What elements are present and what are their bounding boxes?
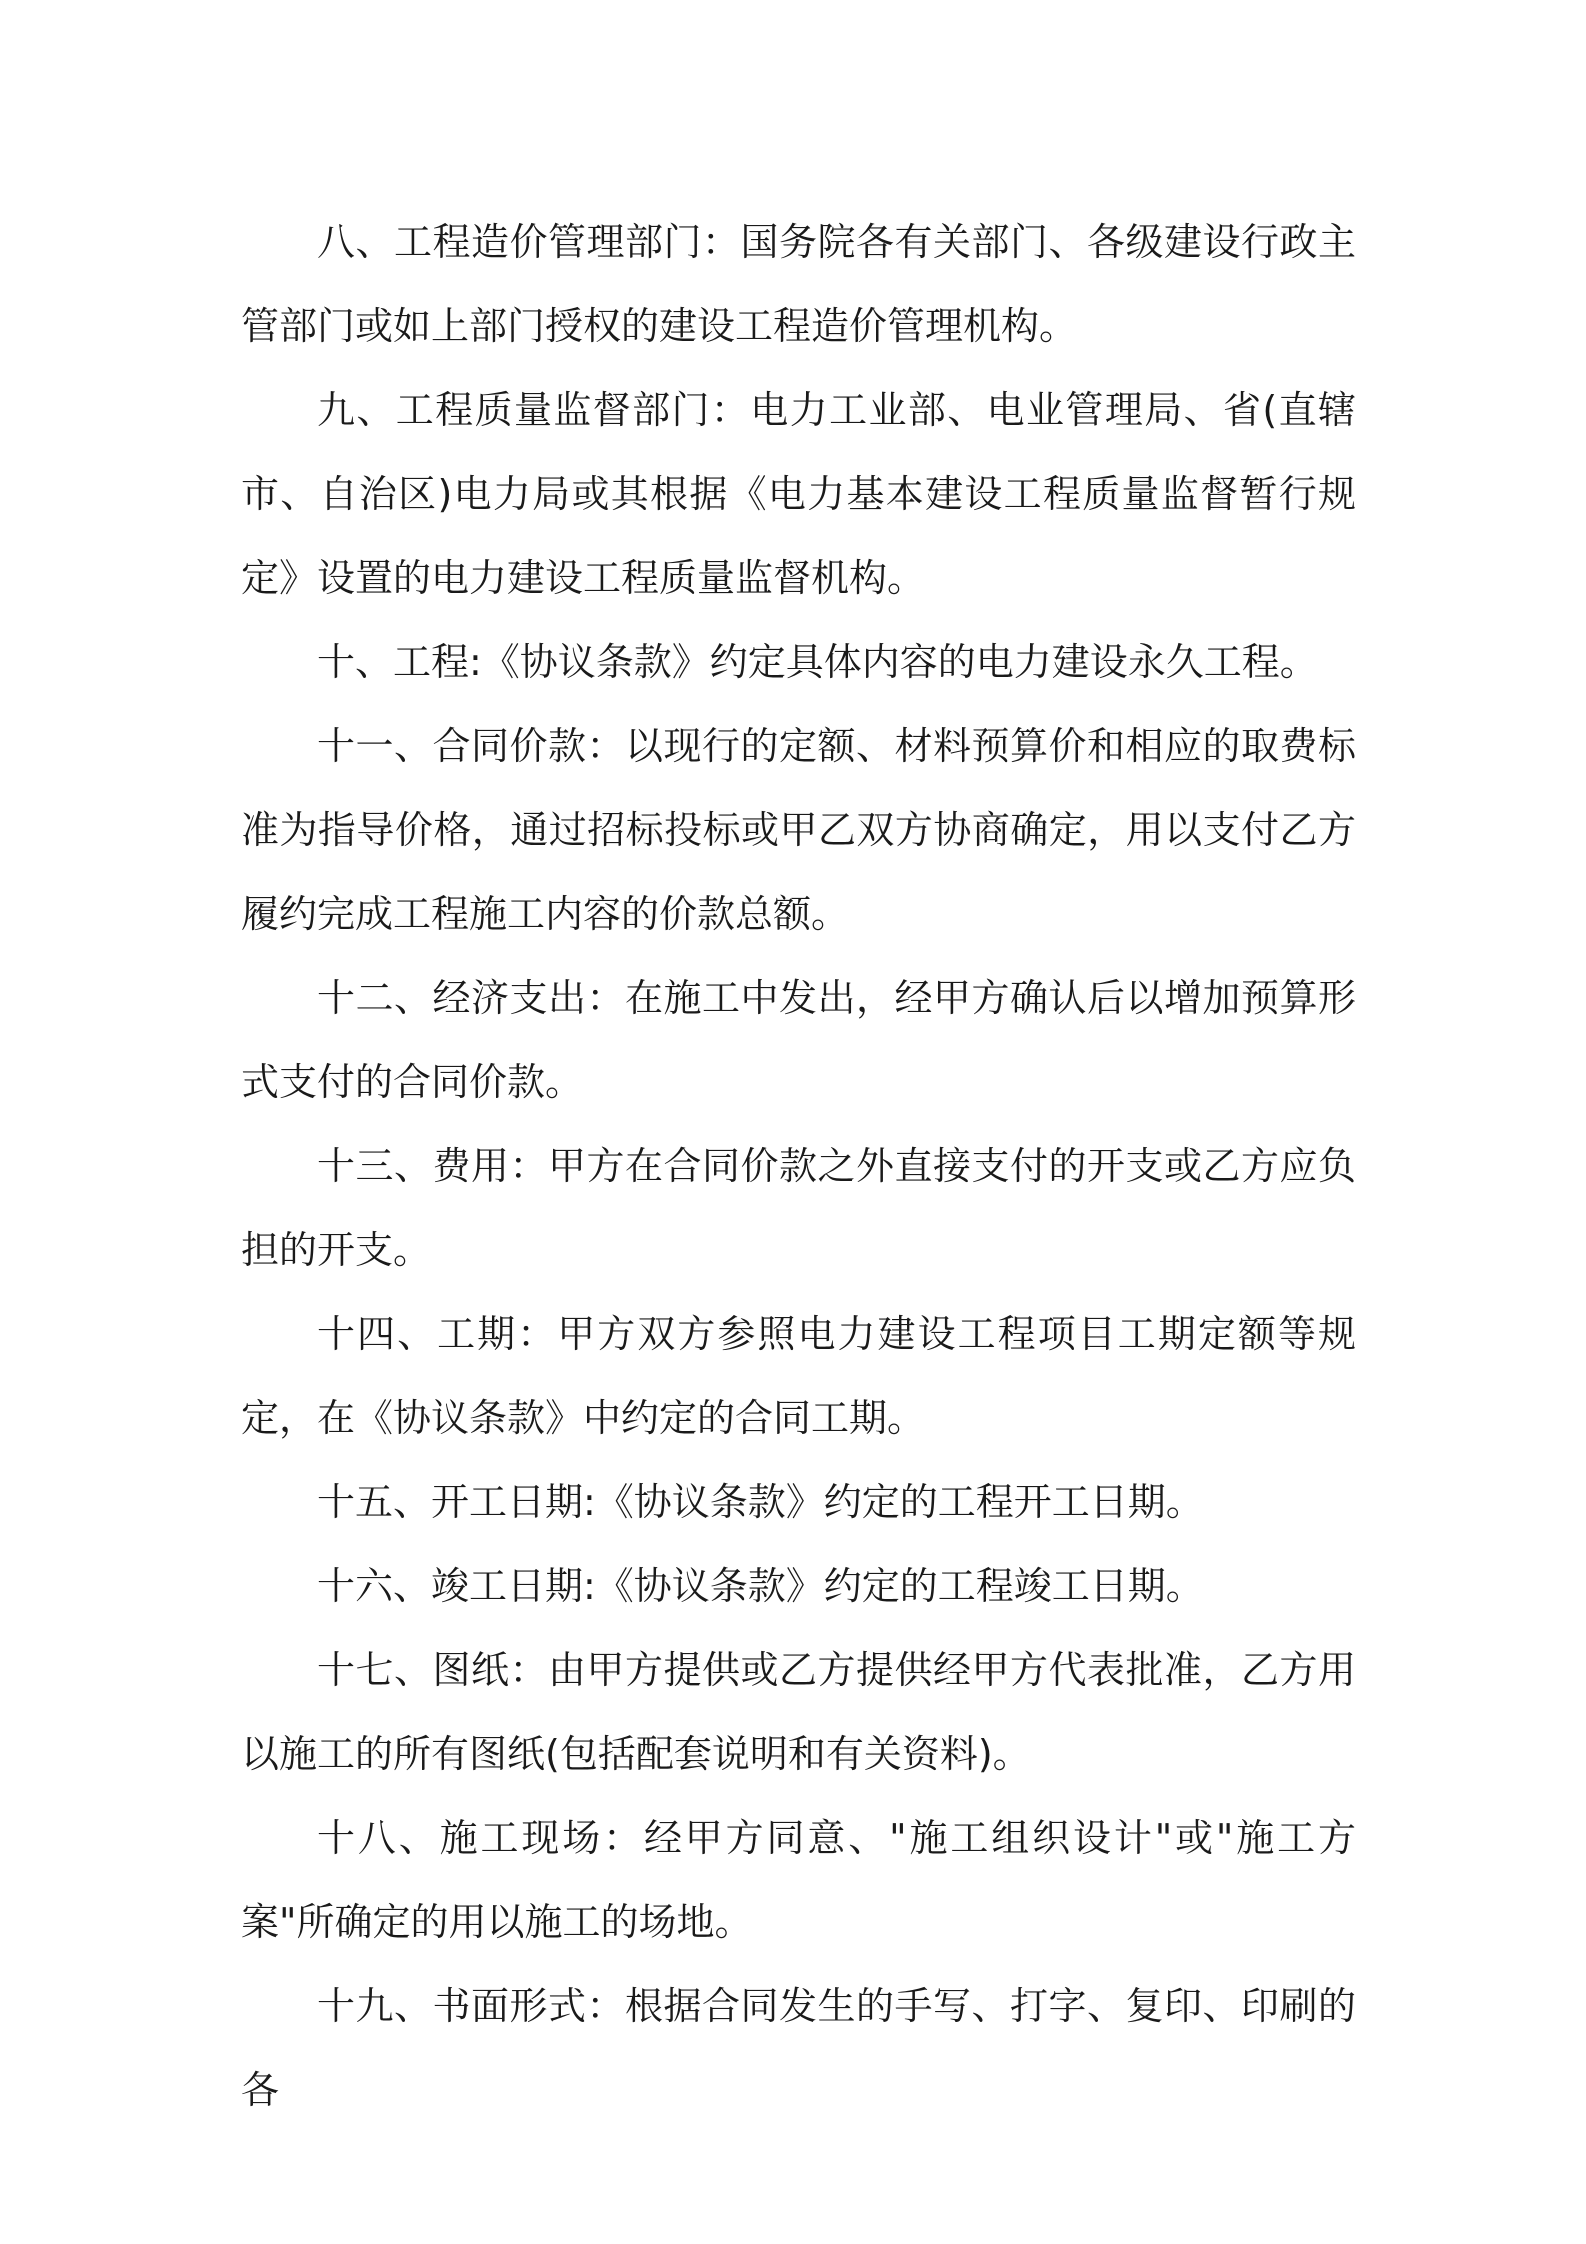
paragraph-13: 十三、费用：甲方在合同价款之外直接支付的开支或乙方应负担的开支。: [241, 1144, 1356, 1272]
document-body: [241, 200, 1356, 2132]
paragraph-10: 十、工程:《协议条款》约定具体内容的电力建设永久工程。: [317, 640, 1318, 684]
paragraph-8: 八、工程造价管理部门：国务院各有关部门、各级建设行政主管部门或如上部门授权的建设工程造价管理机构。: [241, 220, 1356, 348]
paragraph-14: 十四、工期：甲方双方参照电力建设工程项目工期定额等规定，在《协议条款》中约定的合同工期。: [241, 1312, 1356, 1440]
paragraph-18: 十八、施工现场：经甲方同意、"施工组织设计"或"施工方案"所确定的用以施工的场地。: [241, 1816, 1356, 1944]
paragraph-19: 十九、书面形式：根据合同发生的手写、打字、复印、印刷的各: [241, 1984, 1356, 2112]
paragraph-17: 十七、图纸：由甲方提供或乙方提供经甲方代表批准，乙方用以施工的所有图纸(包括配套说明和有关资料)。: [241, 1648, 1356, 1776]
paragraph-12: 十二、经济支出：在施工中发出，经甲方确认后以增加预算形式支付的合同价款。: [241, 976, 1356, 1104]
paragraph-11: 十一、合同价款：以现行的定额、材料预算价和相应的取费标准为指导价格，通过招标投标或甲乙双方协商确定，用以支付乙方履约完成工程施工内容的价款总额。: [241, 724, 1356, 936]
paragraph-15: 十五、开工日期:《协议条款》约定的工程开工日期。: [317, 1480, 1204, 1524]
paragraph-9: 九、工程质量监督部门：电力工业部、电业管理局、省(直辖市、自治区)电力局或其根据《电力基本建设工程质量监督暂行规定》设置的电力建设工程质量监督机构。: [241, 388, 1357, 600]
paragraph-16: 十六、竣工日期:《协议条款》约定的工程竣工日期。: [317, 1564, 1204, 1608]
